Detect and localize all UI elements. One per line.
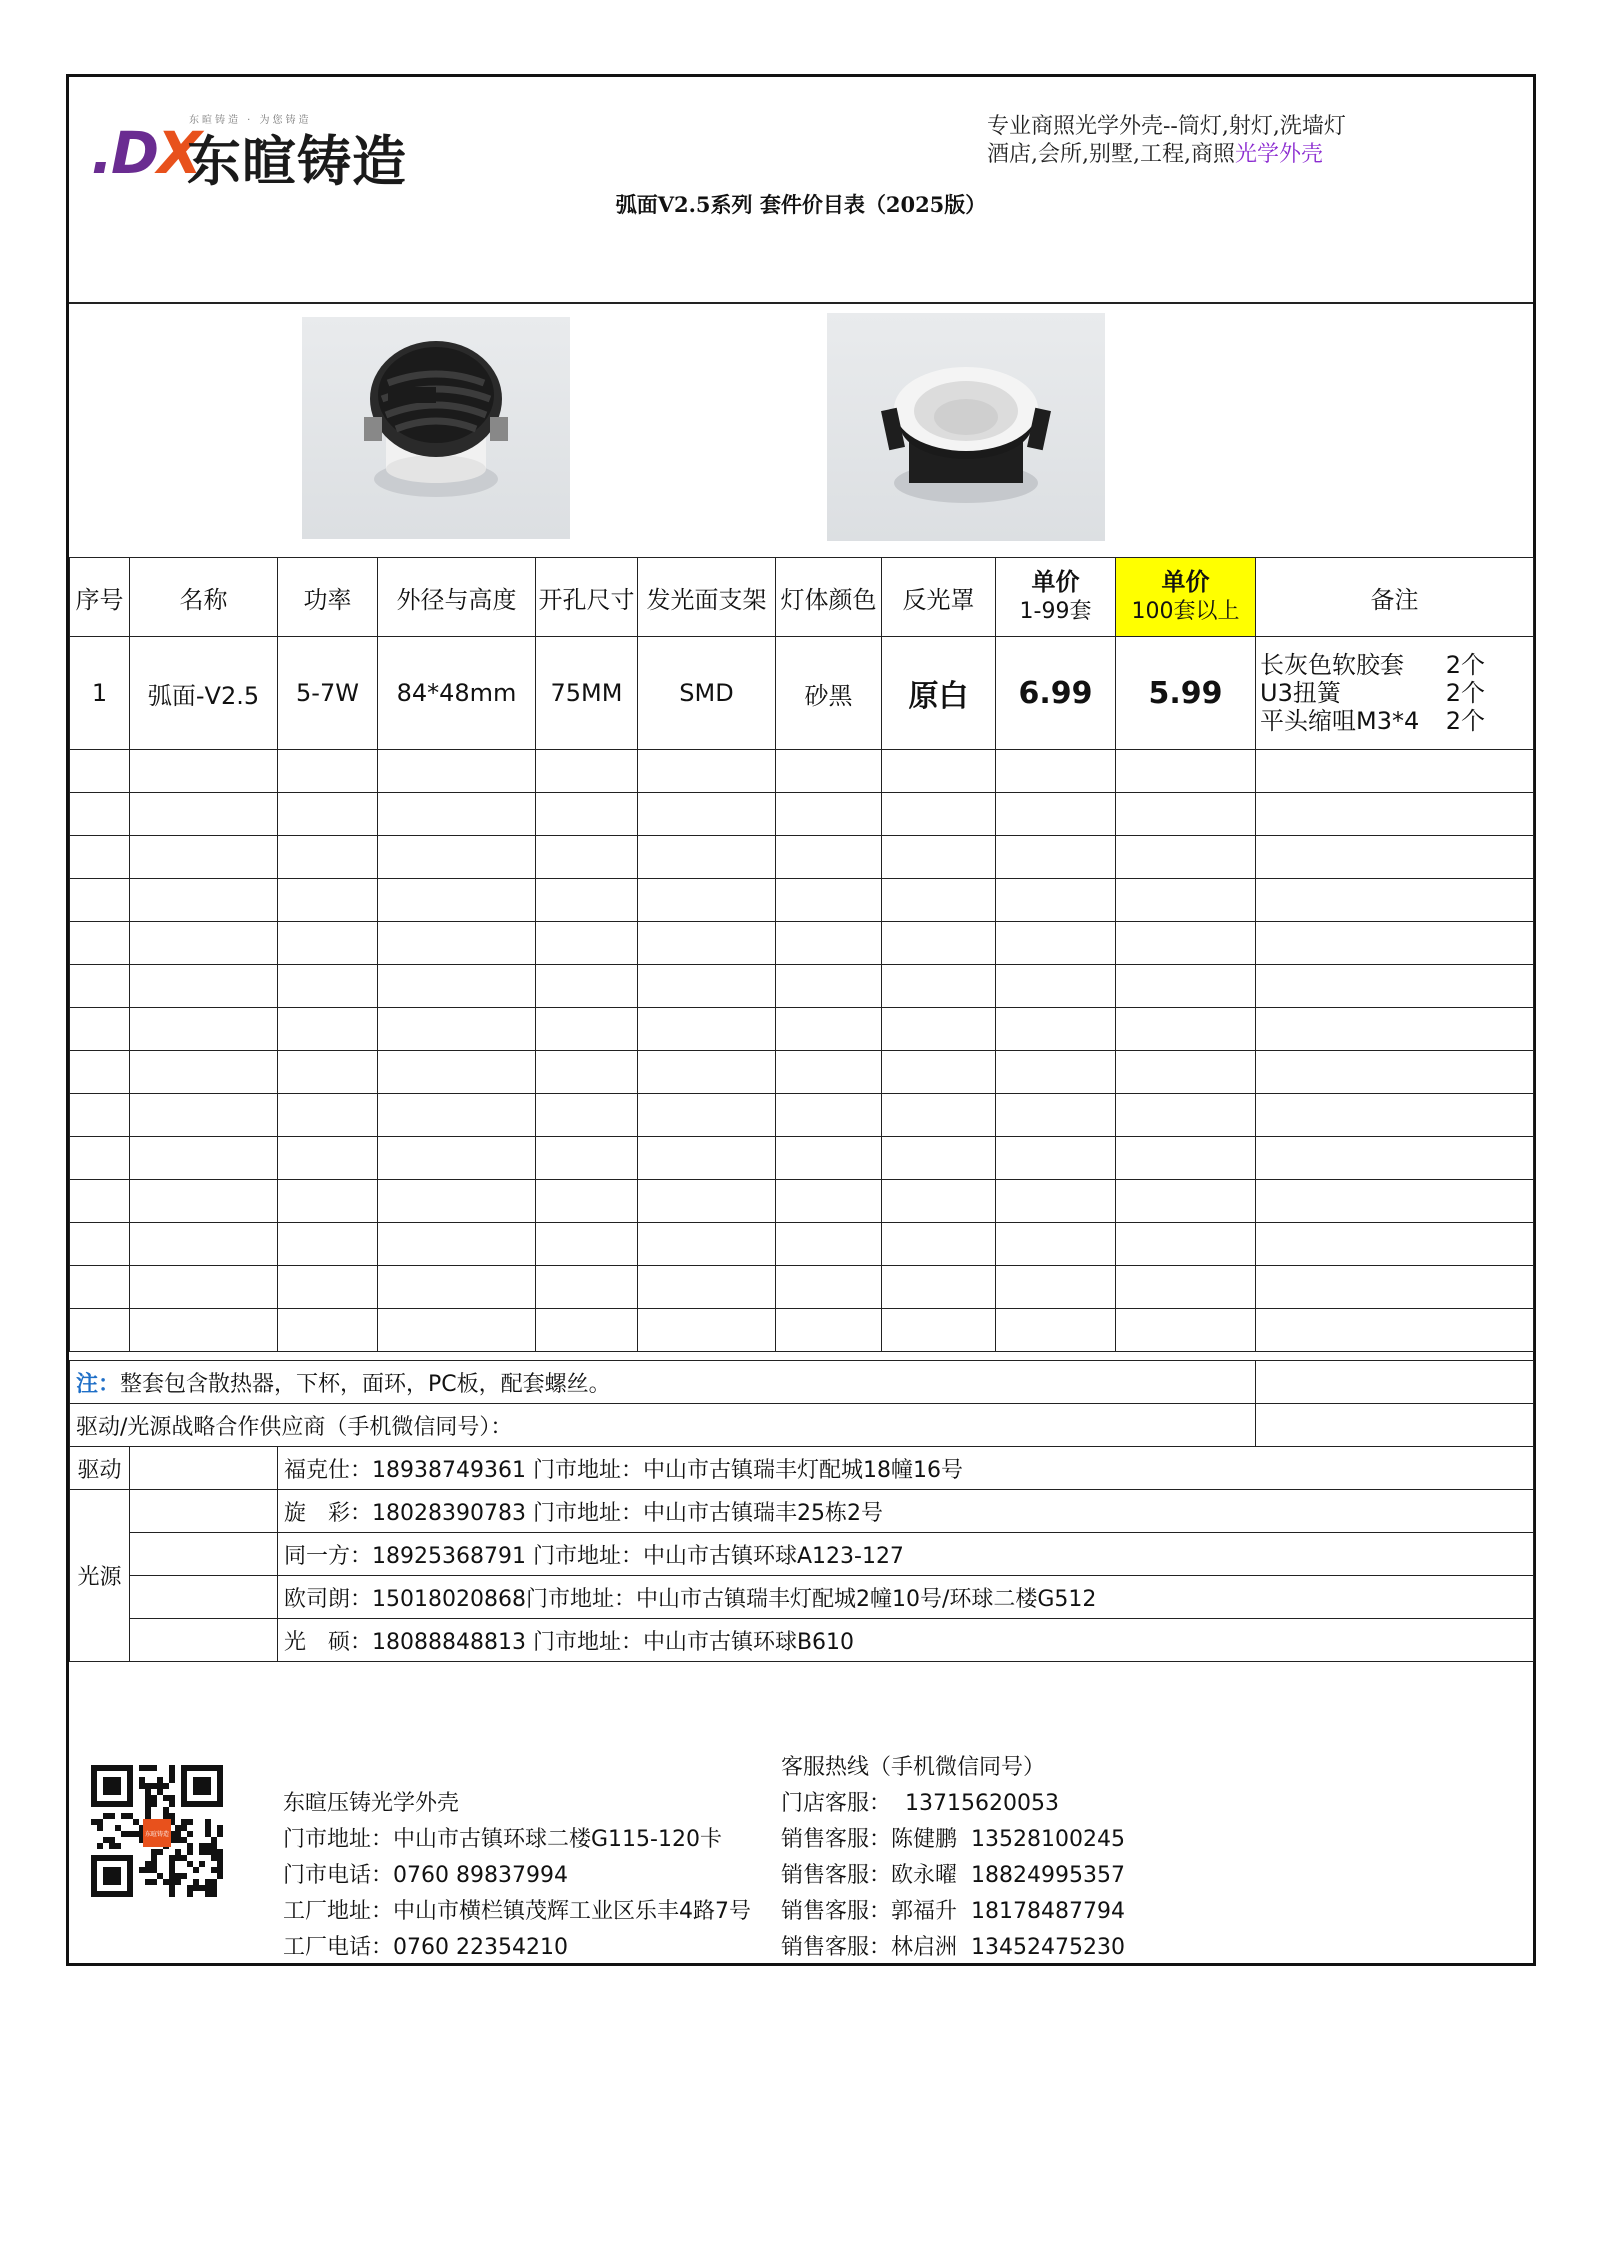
empty-cell: [776, 965, 882, 1008]
empty-cell: [378, 1223, 536, 1266]
driver-empty: [130, 1447, 278, 1490]
price1-range: 1-99套: [1019, 599, 1092, 624]
footer-shop-phone: 门市电话：0760 89837994: [283, 1863, 568, 1888]
light-empty: [130, 1619, 278, 1662]
empty-cell: [130, 1094, 278, 1137]
footer-contact: 销售客服：林启洲 13452475230: [781, 1935, 1125, 1960]
footer-contact: 门店客服： 13715620053: [781, 1791, 1059, 1816]
empty-cell: [882, 965, 996, 1008]
footer-factory-phone: 工厂电话：0760 22354210: [283, 1935, 568, 1960]
empty-cell: [996, 1094, 1116, 1137]
footer-contact: 销售客服：陈健鹏 13528100245: [781, 1827, 1125, 1852]
empty-cell: [130, 836, 278, 879]
heatsink-image: [302, 317, 570, 539]
empty-cell: [638, 1051, 776, 1094]
empty-cell: [130, 1309, 278, 1352]
remark-line: [1260, 651, 1533, 679]
empty-cell: [996, 836, 1116, 879]
tagline-line1: 专业商照光学外壳--筒灯,射灯,洗墙灯: [987, 114, 1346, 139]
empty-cell: [278, 879, 378, 922]
empty-table-row: [70, 1137, 1534, 1180]
empty-cell: [776, 1008, 882, 1051]
empty-cell: [278, 1266, 378, 1309]
tagline-line2: [987, 137, 1323, 168]
empty-cell: [882, 922, 996, 965]
empty-cell: [638, 922, 776, 965]
empty-cell: [1256, 1266, 1534, 1309]
supplier-row: [70, 1447, 1534, 1490]
empty-cell: [996, 922, 1116, 965]
empty-cell: [1256, 1223, 1534, 1266]
empty-cell: [378, 1309, 536, 1352]
empty-table-row: [70, 1051, 1534, 1094]
empty-table-row: [70, 965, 1534, 1008]
empty-cell: [1256, 793, 1534, 836]
empty-cell: [378, 1094, 536, 1137]
empty-table-row: [70, 1309, 1534, 1352]
empty-cell: [1116, 1180, 1256, 1223]
col-header-remarks: 备注: [1256, 558, 1534, 637]
empty-cell: [638, 879, 776, 922]
cell-name: 弧面-V2.5: [130, 637, 278, 750]
price1-title: 单价: [1031, 568, 1080, 596]
empty-cell: [70, 1051, 130, 1094]
empty-cell: [996, 1137, 1116, 1180]
empty-cell: [130, 750, 278, 793]
empty-cell: [130, 1266, 278, 1309]
col-header-reflector: 反光罩: [882, 558, 996, 637]
empty-cell: [378, 1137, 536, 1180]
remark-item: 平头缩咀M3*4: [1260, 707, 1420, 735]
empty-cell: [70, 1180, 130, 1223]
supplier-row: [70, 1619, 1534, 1662]
remark-qty: 2个: [1445, 651, 1485, 679]
light-empty: [130, 1576, 278, 1619]
empty-cell: [278, 1223, 378, 1266]
light-empty: [130, 1533, 278, 1576]
qr-code: [91, 1759, 223, 1905]
empty-cell: [776, 1309, 882, 1352]
empty-cell: [1116, 1223, 1256, 1266]
empty-cell: [278, 1137, 378, 1180]
empty-cell: [278, 1309, 378, 1352]
empty-cell: [1256, 1051, 1534, 1094]
note-label: 注：: [76, 1371, 121, 1397]
light-supplier: 欧司朗：15018020868门市地址：中山市古镇瑞丰灯配城2幢10号/环球二楼G512: [278, 1576, 1534, 1619]
empty-cell: [776, 836, 882, 879]
empty-cell: [70, 965, 130, 1008]
footer-contact: 销售客服：郭福升 18178487794: [781, 1899, 1125, 1924]
remark-item: U3扭簧: [1260, 679, 1341, 707]
empty-table-row: [70, 1008, 1534, 1051]
empty-cell: [996, 1008, 1116, 1051]
empty-cell: [776, 1180, 882, 1223]
cell-remarks: [1256, 637, 1534, 750]
col-header-price-100plus: [1116, 558, 1256, 637]
empty-cell: [882, 1223, 996, 1266]
empty-cell: [1256, 750, 1534, 793]
empty-cell: [278, 793, 378, 836]
col-header-led-mount: 发光面支架: [638, 558, 776, 637]
empty-cell: [70, 879, 130, 922]
empty-cell: [536, 836, 638, 879]
empty-cell: [278, 965, 378, 1008]
empty-table-row: [70, 1223, 1534, 1266]
empty-cell: [536, 1094, 638, 1137]
empty-cell: [776, 1266, 882, 1309]
suppliers-title-empty: [1256, 1404, 1534, 1447]
empty-cell: [1256, 1309, 1534, 1352]
supplier-table: [69, 1446, 1534, 1662]
empty-cell: [638, 750, 776, 793]
empty-cell: [638, 1137, 776, 1180]
empty-cell: [776, 750, 882, 793]
empty-table-row: [70, 922, 1534, 965]
document-title: 弧面V2.5系列 套件价目表（2025版）: [615, 192, 987, 217]
empty-cell: [130, 793, 278, 836]
header-divider: [69, 302, 1533, 304]
empty-cell: [638, 965, 776, 1008]
price-table: [69, 557, 1534, 1352]
empty-cell: [1116, 793, 1256, 836]
note-empty: [1256, 1361, 1534, 1404]
table-row: [70, 637, 1534, 750]
empty-cell: [882, 1051, 996, 1094]
note-cell: [70, 1361, 1256, 1404]
empty-cell: [1116, 965, 1256, 1008]
empty-cell: [882, 1094, 996, 1137]
empty-table-row: [70, 1094, 1534, 1137]
empty-cell: [996, 879, 1116, 922]
empty-cell: [776, 1094, 882, 1137]
notes-table: [69, 1360, 1534, 1447]
empty-cell: [882, 1309, 996, 1352]
col-header-size: 外径与高度: [378, 558, 536, 637]
empty-cell: [278, 836, 378, 879]
qr-center-logo: 东暄铸造: [143, 1819, 171, 1847]
empty-cell: [278, 1051, 378, 1094]
empty-cell: [882, 750, 996, 793]
empty-cell: [776, 1051, 882, 1094]
footer-hotline-title: 客服热线（手机微信同号）: [781, 1755, 1046, 1780]
empty-cell: [130, 1051, 278, 1094]
logo-mark: .DX: [91, 119, 200, 187]
empty-cell: [536, 750, 638, 793]
empty-cell: [70, 750, 130, 793]
cell-size: 84*48mm: [378, 637, 536, 750]
empty-cell: [882, 793, 996, 836]
footer-company: 东暄压铸光学外壳: [283, 1791, 460, 1816]
empty-cell: [1116, 1051, 1256, 1094]
empty-table-row: [70, 1266, 1534, 1309]
empty-cell: [638, 1266, 776, 1309]
light-empty: [130, 1490, 278, 1533]
empty-cell: [776, 1137, 882, 1180]
empty-cell: [536, 793, 638, 836]
empty-cell: [1116, 1094, 1256, 1137]
empty-cell: [130, 1223, 278, 1266]
cell-seq: 1: [70, 637, 130, 750]
col-header-price-1-99: [996, 558, 1116, 637]
empty-cell: [536, 1051, 638, 1094]
remark-qty: 2个: [1445, 707, 1485, 735]
empty-cell: [776, 1223, 882, 1266]
empty-cell: [130, 879, 278, 922]
empty-cell: [378, 922, 536, 965]
price-sheet-frame: [66, 74, 1536, 1966]
empty-cell: [536, 1266, 638, 1309]
empty-cell: [996, 965, 1116, 1008]
empty-cell: [536, 879, 638, 922]
supplier-row: [70, 1576, 1534, 1619]
empty-table-row: [70, 879, 1534, 922]
empty-cell: [536, 1137, 638, 1180]
cell-reflector: 原白: [882, 637, 996, 750]
empty-cell: [996, 1223, 1116, 1266]
empty-cell: [1116, 1008, 1256, 1051]
empty-cell: [1256, 879, 1534, 922]
empty-cell: [996, 1051, 1116, 1094]
empty-cell: [70, 836, 130, 879]
light-supplier: 光 硕：18088848813 门市地址：中山市古镇环球B610: [278, 1619, 1534, 1662]
empty-cell: [1256, 922, 1534, 965]
empty-cell: [1256, 965, 1534, 1008]
empty-cell: [996, 793, 1116, 836]
empty-cell: [70, 922, 130, 965]
empty-cell: [638, 1309, 776, 1352]
empty-cell: [776, 793, 882, 836]
empty-cell: [776, 879, 882, 922]
empty-cell: [1116, 1266, 1256, 1309]
empty-cell: [130, 1008, 278, 1051]
table-header-row: [70, 558, 1534, 637]
suppliers-title: 驱动/光源战略合作供应商（手机微信同号）：: [70, 1404, 1256, 1447]
empty-cell: [70, 793, 130, 836]
empty-cell: [278, 1008, 378, 1051]
empty-cell: [70, 1223, 130, 1266]
col-header-body-color: 灯体颜色: [776, 558, 882, 637]
logo-slogan: 东暄铸造 · 为您铸造: [189, 115, 312, 126]
col-header-name: 名称: [130, 558, 278, 637]
empty-table-row: [70, 793, 1534, 836]
empty-cell: [638, 1223, 776, 1266]
suppliers-title-row: [70, 1404, 1534, 1447]
empty-cell: [882, 879, 996, 922]
cell-price-100plus: 5.99: [1116, 637, 1256, 750]
empty-cell: [378, 1008, 536, 1051]
price2-title: 单价: [1161, 568, 1210, 596]
supplier-row: [70, 1533, 1534, 1576]
reflector-image: [827, 313, 1105, 541]
light-supplier: 旋 彩：18028390783 门市地址：中山市古镇瑞丰25栋2号: [278, 1490, 1534, 1533]
empty-cell: [378, 750, 536, 793]
logo-name: 东暄铸造: [187, 130, 407, 193]
empty-cell: [536, 1180, 638, 1223]
cell-led-mount: SMD: [638, 637, 776, 750]
empty-cell: [70, 1309, 130, 1352]
remark-qty: 2个: [1445, 679, 1485, 707]
product-photo-front: [827, 313, 1105, 541]
empty-cell: [1256, 1008, 1534, 1051]
empty-cell: [378, 1266, 536, 1309]
empty-cell: [130, 1137, 278, 1180]
empty-cell: [996, 1180, 1116, 1223]
col-header-cutout: 开孔尺寸: [536, 558, 638, 637]
empty-cell: [536, 922, 638, 965]
empty-cell: [882, 1266, 996, 1309]
empty-cell: [378, 1180, 536, 1223]
empty-cell: [378, 793, 536, 836]
remark-line: [1260, 707, 1533, 735]
empty-table-row: [70, 1180, 1534, 1223]
empty-cell: [278, 750, 378, 793]
cell-cutout: 75MM: [536, 637, 638, 750]
empty-cell: [536, 965, 638, 1008]
empty-cell: [70, 1008, 130, 1051]
driver-label: 驱动: [70, 1447, 130, 1490]
empty-cell: [70, 1266, 130, 1309]
empty-cell: [378, 836, 536, 879]
empty-cell: [130, 922, 278, 965]
empty-cell: [996, 1266, 1116, 1309]
empty-cell: [638, 793, 776, 836]
remark-line: [1260, 679, 1533, 707]
empty-cell: [882, 1137, 996, 1180]
empty-cell: [130, 965, 278, 1008]
empty-cell: [638, 1094, 776, 1137]
cell-power: 5-7W: [278, 637, 378, 750]
empty-cell: [996, 1309, 1116, 1352]
empty-cell: [638, 1008, 776, 1051]
empty-cell: [278, 1094, 378, 1137]
empty-cell: [1116, 922, 1256, 965]
empty-cell: [882, 1008, 996, 1051]
footer-factory-address: 工厂地址：中山市横栏镇茂辉工业区乐丰4路7号: [283, 1899, 751, 1924]
cell-body-color: 砂黑: [776, 637, 882, 750]
empty-cell: [996, 750, 1116, 793]
empty-cell: [1256, 836, 1534, 879]
empty-cell: [1116, 750, 1256, 793]
empty-cell: [536, 1008, 638, 1051]
price2-range: 100套以上: [1131, 599, 1240, 624]
empty-cell: [70, 1137, 130, 1180]
empty-cell: [536, 1223, 638, 1266]
note-text: 整套包含散热器，下杯，面环，PC板，配套螺丝。: [120, 1371, 611, 1397]
empty-cell: [1116, 1309, 1256, 1352]
empty-cell: [1116, 1137, 1256, 1180]
empty-cell: [882, 1180, 996, 1223]
empty-cell: [1256, 1180, 1534, 1223]
empty-table-row: [70, 836, 1534, 879]
empty-cell: [882, 836, 996, 879]
remark-item: 长灰色软胶套: [1260, 651, 1404, 679]
supplier-row: [70, 1490, 1534, 1533]
tagline-prefix: 酒店,会所,别墅,工程,商照: [987, 142, 1235, 167]
col-header-power: 功率: [278, 558, 378, 637]
empty-cell: [378, 1051, 536, 1094]
empty-cell: [1116, 836, 1256, 879]
empty-cell: [378, 879, 536, 922]
product-photo-back: [302, 317, 570, 539]
light-label: 光源: [70, 1490, 130, 1662]
empty-cell: [278, 1180, 378, 1223]
empty-cell: [1256, 1137, 1534, 1180]
driver-supplier: 福克仕：18938749361 门市地址：中山市古镇瑞丰灯配城18幢16号: [278, 1447, 1534, 1490]
footer-shop-address: 门市地址：中山市古镇环球二楼G115-120卡: [283, 1827, 722, 1852]
empty-cell: [638, 836, 776, 879]
empty-cell: [776, 922, 882, 965]
empty-cell: [70, 1094, 130, 1137]
light-supplier: 同一方：18925368791 门市地址：中山市古镇环球A123-127: [278, 1533, 1534, 1576]
empty-cell: [130, 1180, 278, 1223]
col-header-seq: 序号: [70, 558, 130, 637]
tagline-highlight: 光学外壳: [1234, 142, 1323, 167]
note-row: [70, 1361, 1534, 1404]
empty-cell: [278, 922, 378, 965]
empty-cell: [1256, 1094, 1534, 1137]
empty-cell: [638, 1180, 776, 1223]
empty-cell: [536, 1309, 638, 1352]
empty-cell: [1116, 879, 1256, 922]
empty-table-row: [70, 750, 1534, 793]
empty-cell: [378, 965, 536, 1008]
footer-contact: 销售客服：欧永曜 18824995357: [781, 1863, 1125, 1888]
cell-price-1-99: 6.99: [996, 637, 1116, 750]
